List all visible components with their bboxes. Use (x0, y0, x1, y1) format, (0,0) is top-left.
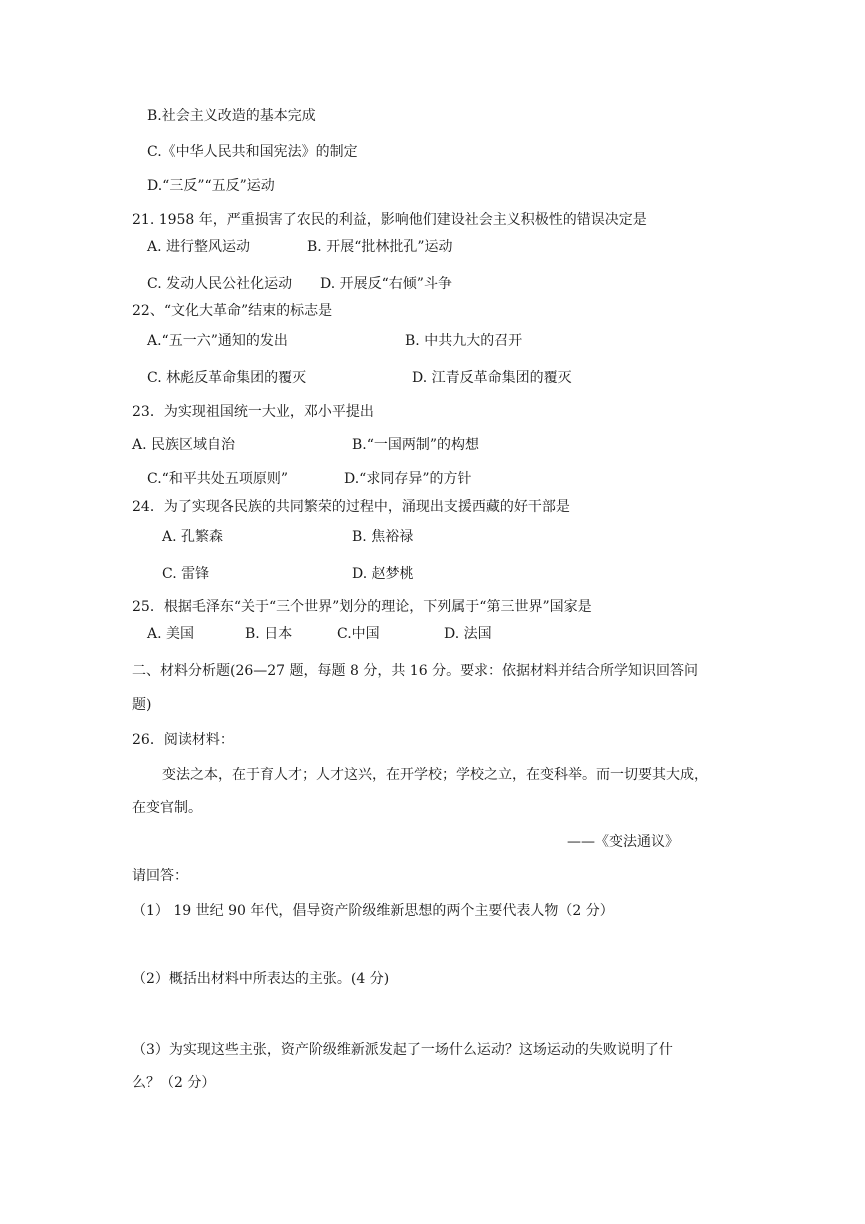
section2-heading-cont: 题) (132, 697, 152, 713)
q25-option-a: A. 美国 (147, 626, 195, 642)
q23-stem: 23．为实现祖国统一大业，邓小平提出 (132, 404, 374, 420)
q20-option-c: C.《中华人民共和国宪法》的制定 (147, 144, 358, 160)
q21-option-d: D. 开展反“右倾”斗争 (320, 276, 452, 292)
q26-subquestion-3-cont: 么？（2 分） (132, 1075, 216, 1091)
q22-option-a: A.“五一六”通知的发出 (147, 333, 288, 349)
q24-option-d: D. 赵梦桃 (352, 566, 414, 582)
q20-option-b: B.社会主义改造的基本完成 (147, 108, 316, 124)
q23-option-d: D.“求同存异”的方针 (344, 471, 472, 487)
q21-stem: 21. 1958 年，严重损害了农民的利益，影响他们建设社会主义积极性的错误决定是 (132, 212, 647, 228)
q26-material-source: ——《变法通议》 (567, 834, 679, 850)
q26-subquestion-2: （2）概括出材料中所表达的主张。(4 分) (132, 971, 390, 987)
q21-option-b: B. 开展“批林批孔”运动 (307, 239, 453, 255)
q26-subquestion-3: （3）为实现这些主张，资产阶级维新派发起了一场什么运动？这场运动的失败说明了什 (132, 1042, 673, 1058)
q25-option-c: C.中国 (337, 626, 380, 642)
q22-option-b: B. 中共九大的召开 (405, 333, 523, 349)
q24-option-c: C. 雷锋 (162, 566, 210, 582)
q22-option-c: C. 林彪反革命集团的覆灭 (147, 370, 307, 386)
q24-option-b: B. 焦裕禄 (352, 529, 414, 545)
q21-option-c: C. 发动人民公社化运动 (147, 276, 293, 292)
q24-option-a: A. 孔繁森 (162, 529, 224, 545)
q20-option-d: D.“三反”“五反”运动 (147, 178, 275, 194)
section2-heading: 二、材料分析题(26—27 题，每题 8 分，共 16 分。要求：依据材料并结合所学知识回答问 (132, 663, 699, 679)
q23-option-b: B.“一国两制”的构想 (352, 437, 480, 453)
q23-option-c: C.“和平共处五项原则” (147, 471, 288, 487)
q21-option-a: A. 进行整风运动 (147, 239, 251, 255)
q26-material-line2: 在变官制。 (132, 800, 202, 816)
q25-stem: 25．根据毛泽东“关于“三个世界”划分的理论，下列属于“第三世界”国家是 (132, 599, 592, 615)
q26-prompt: 请回答： (132, 868, 188, 884)
q24-stem: 24．为了实现各民族的共同繁荣的过程中，涌现出支援西藏的好干部是 (132, 499, 570, 515)
q23-option-a: A. 民族区域自治 (132, 437, 236, 453)
q25-option-b: B. 日本 (245, 626, 293, 642)
q26-material-line1: 变法之本，在于育人才；人才这兴，在开学校；学校之立，在变科举。而一切要其大成， (162, 767, 708, 783)
q26-subquestion-1: （1） 19 世纪 90 年代，倡导资产阶级维新思想的两个主要代表人物（2 分） (132, 903, 614, 919)
q22-stem: 22、“文化大革命”结束的标志是 (132, 303, 333, 319)
q22-option-d: D. 江青反革命集团的覆灭 (412, 370, 572, 386)
q26-stem: 26．阅读材料： (132, 732, 234, 748)
q25-option-d: D. 法国 (444, 626, 492, 642)
